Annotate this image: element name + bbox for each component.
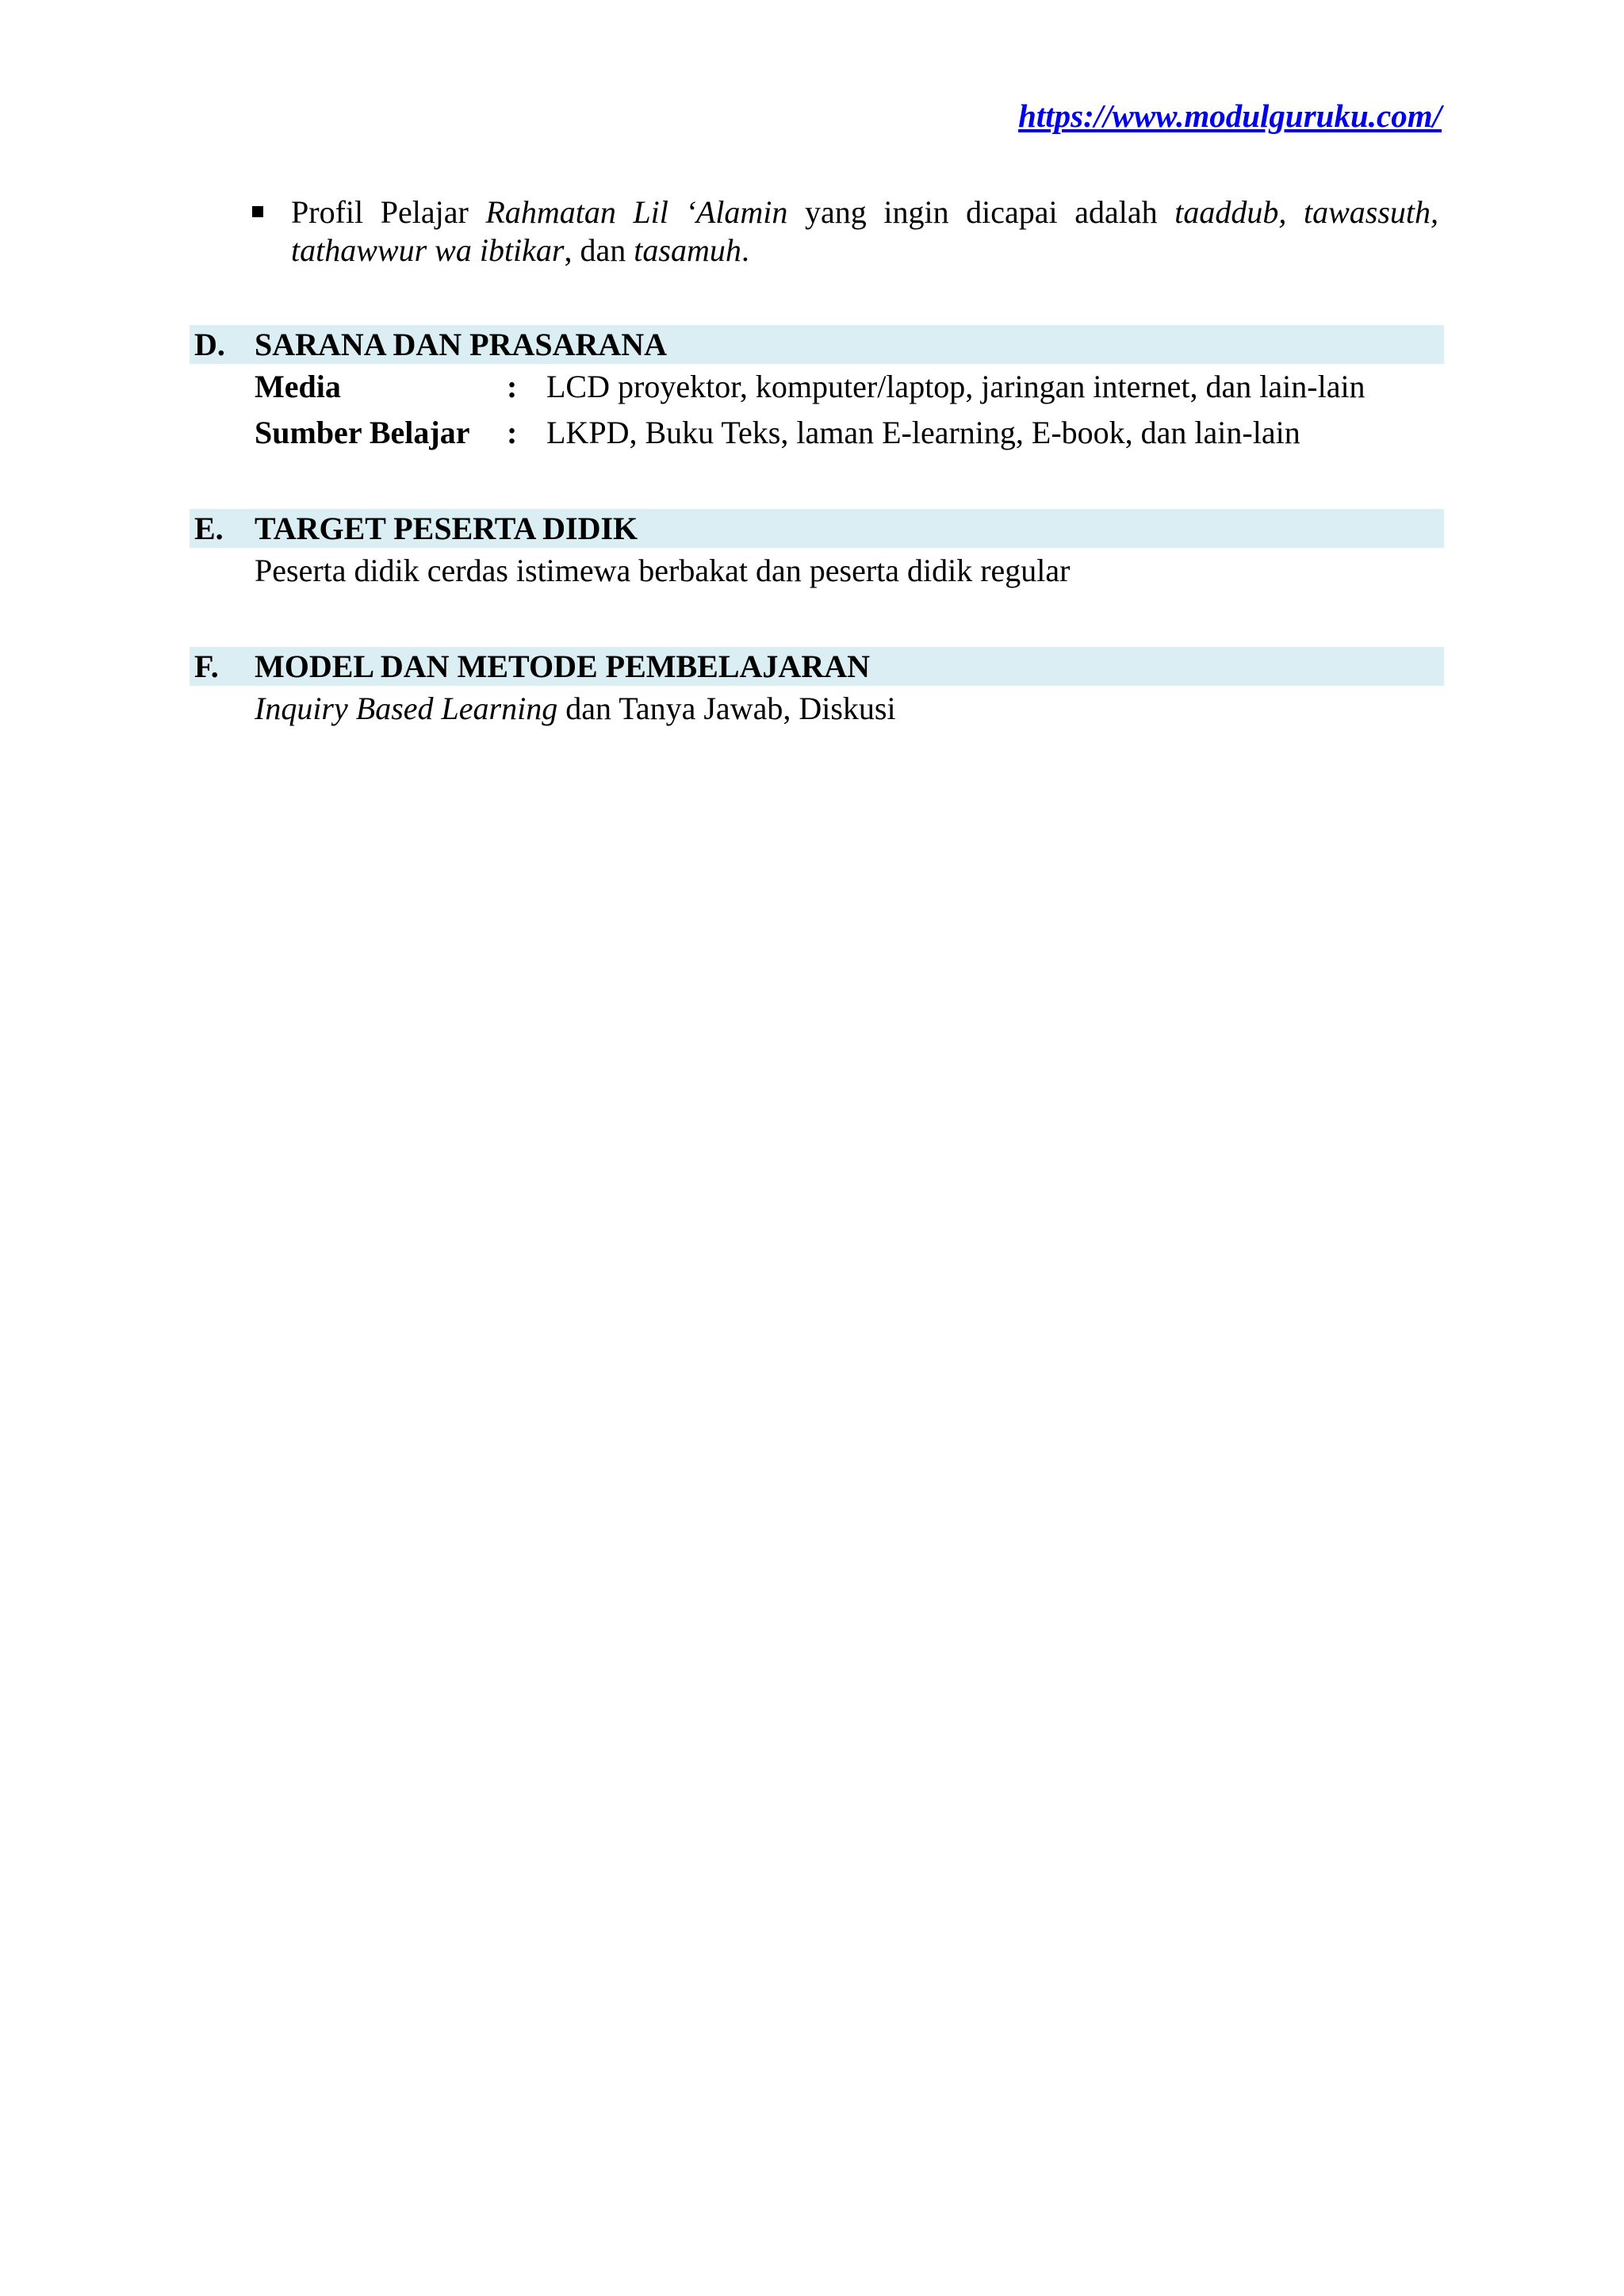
header-url-link[interactable]: https://www.modulguruku.com/ [1018, 98, 1442, 134]
bullet-italic-segment: tasamuh [634, 232, 741, 268]
section-body [255, 364, 1444, 456]
kv-row-media [255, 364, 1444, 410]
bullet-italic-segment: tathawwur wa ibtikar [291, 232, 565, 268]
bullet-text-segment: yang ingin dicapai adalah [787, 194, 1175, 230]
bullet-line-2 [291, 232, 1438, 270]
bullet-text-segment: . [741, 232, 749, 268]
bullet-italic-segment: Rahmatan Lil ‘Alamin [485, 194, 788, 230]
bullet-text-segment: Profil Pelajar [291, 194, 486, 230]
section-body [255, 686, 1444, 732]
section-header [190, 647, 1444, 686]
section-body-italic: Inquiry Based Learning [255, 691, 558, 726]
section-body-text: dan Tanya Jawab, Diskusi [557, 691, 896, 726]
section-header [190, 509, 1444, 548]
profile-bullet-item [252, 193, 1438, 270]
square-bullet-icon [252, 206, 263, 217]
section-body [255, 548, 1444, 594]
bullet-text-segment: , dan [564, 232, 634, 268]
section-model-metode [190, 647, 1444, 732]
section-title: MODEL DAN METODE PEMBELAJARAN [255, 649, 870, 684]
bullet-italic-segment: taaddub, tawassuth, [1174, 194, 1439, 230]
bullet-paragraph [291, 193, 1438, 270]
section-letter: F. [194, 649, 219, 684]
section-letter: D. [194, 327, 225, 362]
section-title: SARANA DAN PRASARANA [255, 327, 668, 362]
kv-row-sumber-belajar [255, 410, 1444, 456]
section-title: TARGET PESERTA DIDIK [255, 511, 638, 546]
section-header [190, 325, 1444, 364]
kv-value: LKPD, Buku Teks, laman E-learning, E-book, dan lain-lain [546, 415, 1300, 450]
kv-value: LCD proyektor, komputer/laptop, jaringan internet, dan lain-lain [546, 369, 1365, 404]
section-sarana-prasarana [190, 325, 1444, 456]
section-body-text: Peserta didik cerdas istimewa berbakat dan peserta didik regular [255, 553, 1071, 588]
bullet-line-1 [291, 193, 1438, 232]
kv-colon: : [507, 415, 518, 450]
section-letter: E. [194, 511, 224, 546]
kv-key: Media [255, 369, 341, 404]
kv-colon: : [507, 369, 518, 404]
kv-key: Sumber Belajar [255, 415, 470, 450]
section-target-peserta-didik [190, 509, 1444, 594]
